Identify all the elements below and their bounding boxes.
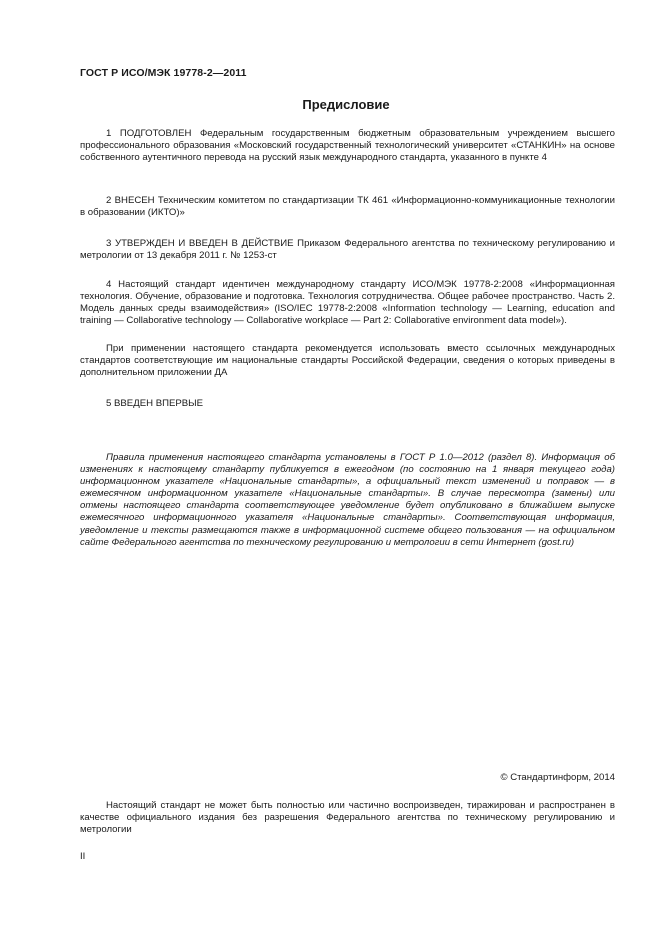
- paragraph-5: 5 ВВЕДЕН ВПЕРВЫЕ: [106, 398, 204, 409]
- paragraph-4-note: При применении настоящего стандарта рекомендуется использовать вместо ссылочных международных стандартов соответствующие им национальные стандарты Российской Федерации, сведения о которых приведены в дополнительном приложении ДА: [80, 343, 615, 379]
- paragraph-3: 3 УТВЕРЖДЕН И ВВЕДЕН В ДЕЙСТВИЕ Приказом Федерального агентства по техническому регулированию и метрологии от 13 декабря 2011 г. № 1253-ст: [80, 238, 615, 262]
- page-number: II: [80, 851, 86, 862]
- section-title: Предисловие: [302, 97, 390, 112]
- paragraph-4: 4 Настоящий стандарт идентичен международному стандарту ИСО/МЭК 19778-2:2008 «Информационная технология. Обучение, образование и подготовка. Технология сотрудничества. Общее рабочее пространство. Часть 2. Модель данных среды взаимодействия» (ISO/IEC 19778-2:2008 «Information technology — Learning, education and training — Collaborative technology — Collaborative workplace — Part 2: Collaborative environment data model»).: [80, 279, 615, 327]
- usage-notice: Правила применения настоящего стандарта установлены в ГОСТ Р 1.0—2012 (раздел 8). Информация об изменениях к настоящему стандарту публикуется в ежегодном (по состоянию на 1 января текущего года) информационном указателе «Национальные стандарты», а официальный текст изменений и поправок — в ежемесячном информационном указателе «Национальные стандарты». В случае пересмотра (замены) или отмены настоящего стандарта соответствующее уведомление будет опубликовано в ближайшем выпуске ежемесячного информационного указателя «Национальные стандарты». Соответствующая информация, уведомление и тексты размещаются также в информационной системе общего пользования — на официальном сайте Федерального агентства по техническому регулированию и метрологии в сети Интернет (gost.ru): [80, 452, 615, 548]
- reproduction-notice: Настоящий стандарт не может быть полностью или частично воспроизведен, тиражирован и распространен в качестве официального издания без разрешения Федерального агентства по техническому регулированию и метрологии: [80, 800, 615, 836]
- paragraph-1: 1 ПОДГОТОВЛЕН Федеральным государственным бюджетным образовательным учреждением высшего профессионального образования «Московский государственный технологический университет «СТАНКИН» на основе собственного аутентичного перевода на русский язык международного стандарта, указанного в пункте 4: [80, 128, 615, 164]
- document-header: ГОСТ Р ИСО/МЭК 19778-2—2011: [80, 67, 247, 79]
- copyright-line: © Стандартинформ, 2014: [500, 772, 615, 783]
- paragraph-2: 2 ВНЕСЕН Техническим комитетом по стандартизации ТК 461 «Информационно-коммуникационные технологии в образовании (ИКТО)»: [80, 195, 615, 219]
